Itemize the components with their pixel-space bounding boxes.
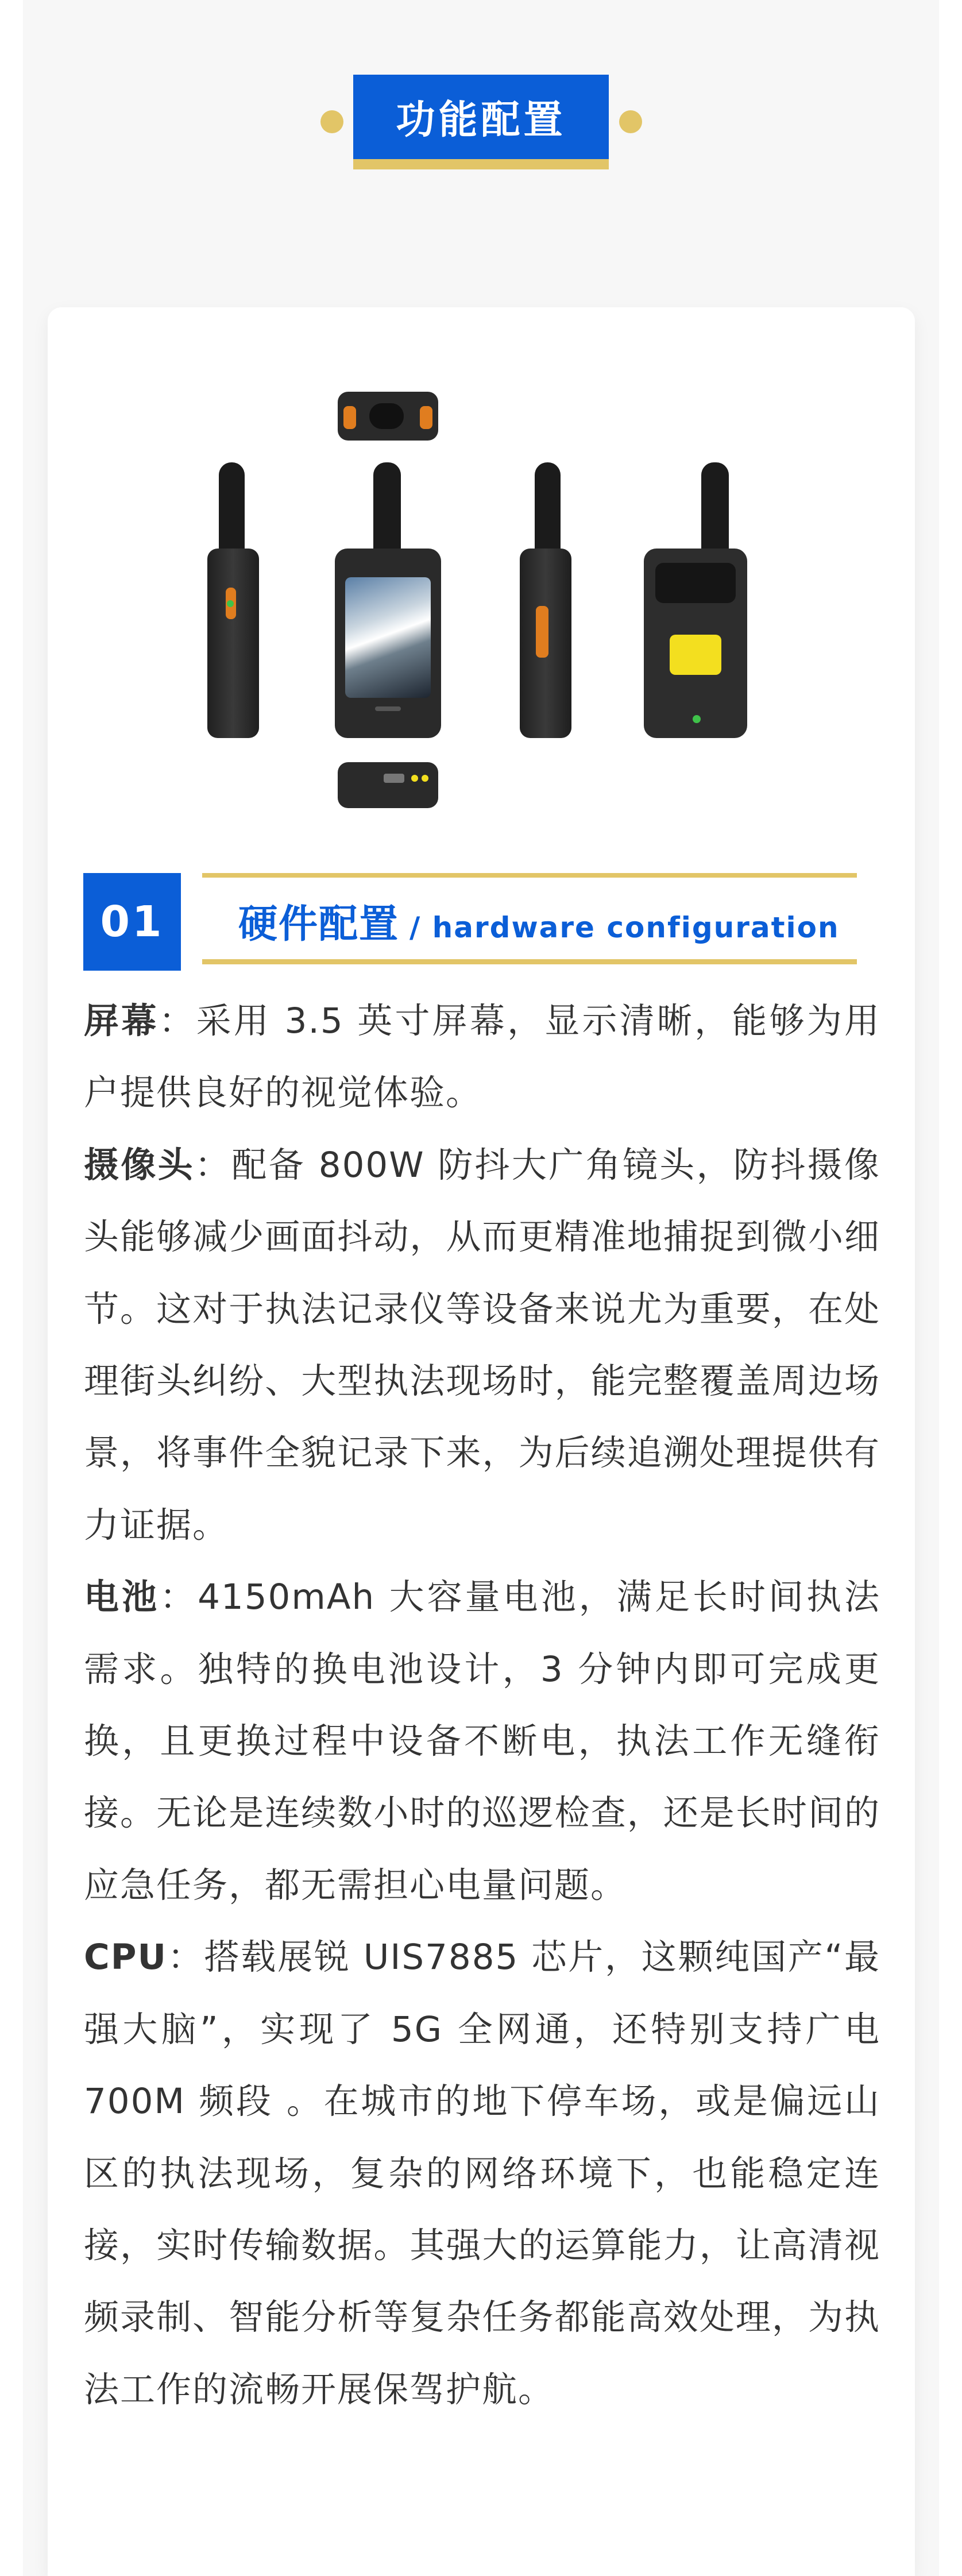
hardware-title: [238, 893, 840, 951]
paragraph-text: ：4150mAh 大容量电池，满足长时间执法需求。独特的换电池设计，3 分钟内即可完成更换，且更换过程中设备不断电，执法工作无缝衔接。无论是连续数小时的巡逻检查，还是长时间的应急任务，都无需担心电量问题。: [84, 1577, 880, 1906]
hardware-header: [83, 873, 887, 971]
paragraph-battery: [84, 1561, 880, 1921]
paragraph-label: 电池: [84, 1577, 160, 1618]
product-image: [48, 307, 915, 836]
hardware-title-en: / hardware configuration: [409, 911, 840, 944]
device-bottom-view: [338, 762, 438, 808]
paragraph-cpu: [84, 1921, 880, 2426]
paragraph-label: CPU: [84, 1937, 168, 1978]
decor-line-top: [202, 873, 857, 878]
hardware-title-cn: 硬件配置: [238, 902, 400, 947]
device-back-view: [644, 462, 747, 738]
paragraph-camera: [84, 1129, 880, 1561]
section-number: 01: [83, 873, 181, 971]
paragraph-text: ：搭载展锐 UIS7885 芯片，这颗纯国产“最强大脑”，实现了 5G 全网通，还特别支持广电 700M 频段 。在城市的地下停车场，或是偏远山区的执法现场，复杂的网络环境下，也能稳定连接，实时传输数据。其强大的运算能力，让高清视频录制、智能分析等复杂任务都能高效处理，为执法工作的流畅开展保驾护航。: [84, 1937, 880, 2410]
section-title: 功能配置: [396, 98, 566, 143]
paragraph-text: ：配备 800W 防抖大广角镜头，防抖摄像头能够减少画面抖动，从而更精准地捕捉到微小细节。这对于执法记录仪等设备来说尤为重要，在处理街头纠纷、大型执法现场时，能完整覆盖周边场景，将事件全貌记录下来，为后续追溯处理提供有力证据。: [84, 1144, 880, 1546]
device-left-side-view: [203, 462, 260, 738]
decor-dot-right: [619, 110, 642, 133]
paragraph-text: ：采用 3.5 英寸屏幕，显示清晰，能够为用户提供良好的视觉体验。: [84, 1001, 880, 1114]
device-front-view: [335, 462, 441, 738]
device-right-side-view: [519, 462, 576, 738]
hardware-content: [84, 985, 880, 2426]
device-top-view: [338, 392, 438, 441]
section-title-box: [353, 75, 609, 169]
paragraph-screen: [84, 985, 880, 1129]
decor-dot-left: [320, 110, 343, 133]
paragraph-label: 屏幕: [84, 1001, 159, 1041]
decor-line-bottom: [202, 959, 857, 964]
section-header: [0, 69, 962, 184]
content-card: [48, 307, 915, 2576]
paragraph-label: 摄像头: [84, 1144, 195, 1185]
